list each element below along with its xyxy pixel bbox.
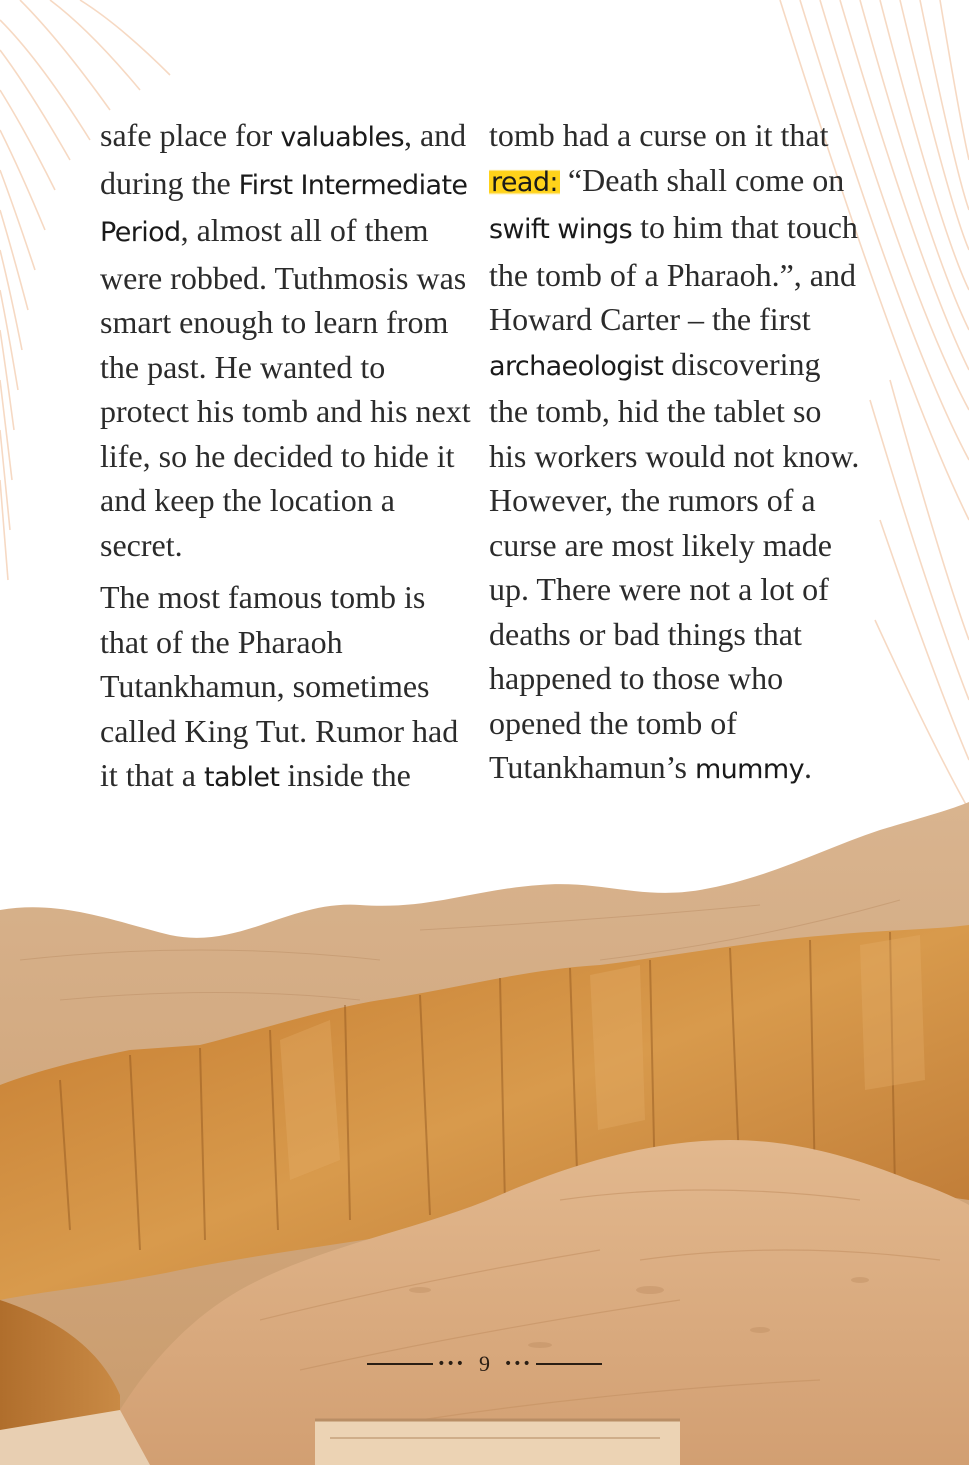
page-number: 9	[479, 1351, 490, 1376]
footer-rule-left	[367, 1363, 433, 1365]
text-run: The most famous tomb is that of the Pharaoh Tutankhamun, sometimes called King Tut. Rumor had it that a	[100, 579, 459, 793]
text-run: inside the	[279, 757, 411, 793]
text-run: tomb had a curse on it that	[489, 117, 829, 153]
text-run: safe place for	[100, 117, 281, 153]
glossary-term-valuables[interactable]: valuables	[280, 122, 404, 153]
glossary-term-read[interactable]: read:	[491, 166, 558, 198]
text-run: discovering the tomb, hid the tablet so his workers would not know. However, the rumors of a curse are most likely made up. There were not a lot of deaths or bad things that happened to those who opened the tomb of Tutankhamun’s	[489, 345, 860, 785]
glossary-term-tablet[interactable]: tablet	[203, 762, 280, 793]
footer-dots-left: •••	[437, 1356, 465, 1372]
glossary-term-mummy[interactable]: mummy	[694, 754, 804, 785]
glossary-term-first-intermediate-period[interactable]: First Intermediate Period	[100, 169, 468, 248]
text-run: .	[803, 749, 812, 785]
text-run: to him that touch the tomb of a Pharaoh.”, and Howard Carter – the first	[489, 209, 858, 337]
text-run: , and during the	[100, 117, 467, 201]
glossary-term-archaeologist[interactable]: archaeologist	[489, 350, 664, 382]
glossary-term-swift-wings[interactable]: swift wings	[489, 214, 633, 245]
footer-dots-right: •••	[504, 1356, 532, 1372]
text-run: , almost all of them were robbed. Tuthmosis was smart enough to learn from the past. He wanted to protect his tomb and his next life, so he decided to hide it and keep the location a secret.	[100, 212, 471, 563]
footer-rule-right	[536, 1363, 602, 1365]
page-footer	[0, 1344, 969, 1384]
text-run: “Death shall come on	[559, 161, 845, 198]
